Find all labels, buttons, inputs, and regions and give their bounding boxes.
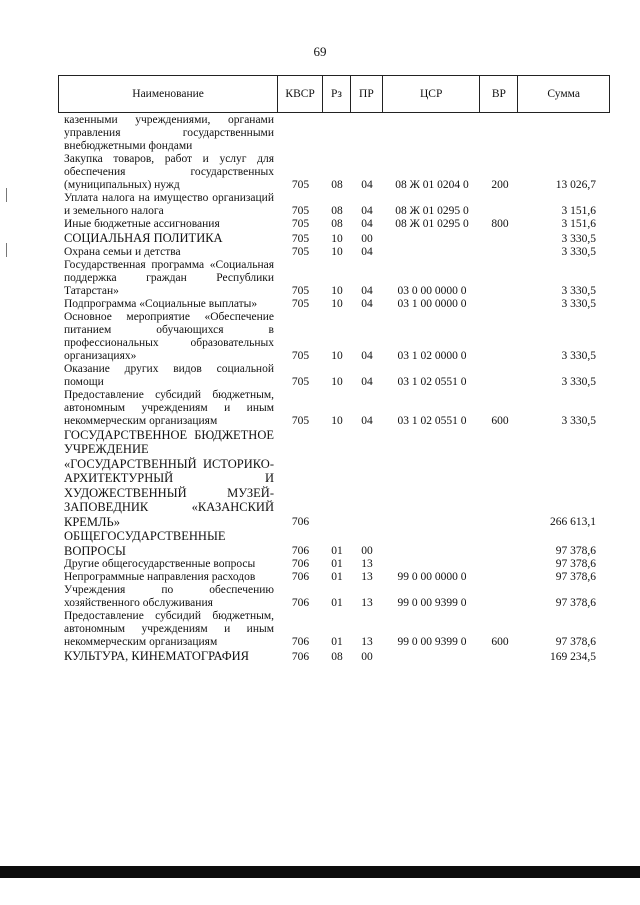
cell-name: Непрограммные направления расходов xyxy=(64,571,256,583)
cell-sum: 3 330,5 xyxy=(561,232,596,245)
header-csr: ЦСР xyxy=(383,76,481,112)
table-row xyxy=(58,363,610,389)
cell-kvsr: 706 xyxy=(291,650,310,663)
cell-sum: 3 330,5 xyxy=(561,349,596,362)
header-pr: ПР xyxy=(351,76,383,112)
cell-name: Уплата налога на имущество организаций и земельного налога xyxy=(64,192,274,217)
cell-rz: 10 xyxy=(331,297,343,310)
header-kvsr: КВСР xyxy=(278,76,323,112)
header-rz: Рз xyxy=(323,76,351,112)
table-row xyxy=(58,610,610,649)
cell-sum: 97 378,6 xyxy=(555,558,596,570)
table-row xyxy=(58,231,610,246)
cell-pr: 04 xyxy=(361,349,373,362)
cell-name: Подпрограмма «Социальные выплаты» xyxy=(64,297,258,310)
cell-name: КУЛЬТУРА, КИНЕМАТОГРАФИЯ xyxy=(64,649,249,663)
cell-csr: 08 Ж 01 0295 0 xyxy=(395,205,469,217)
cell-sum: 13 026,7 xyxy=(555,179,596,191)
cell-kvsr: 706 xyxy=(291,516,310,528)
table-row xyxy=(58,298,610,311)
cell-kvsr: 706 xyxy=(291,636,310,648)
cell-sum: 3 151,6 xyxy=(561,218,596,230)
cell-rz: 10 xyxy=(331,414,343,427)
cell-kvsr: 705 xyxy=(291,245,310,258)
cell-sum: 97 378,6 xyxy=(555,571,596,583)
cell-pr: 04 xyxy=(361,284,373,297)
cell-rz: 10 xyxy=(331,349,343,362)
cell-pr: 13 xyxy=(361,636,373,648)
table-row xyxy=(58,192,610,218)
cell-kvsr: 705 xyxy=(291,179,310,191)
cell-name: ГОСУДАРСТВЕННОЕ БЮДЖЕТНОЕ УЧРЕЖДЕНИЕ «ГОСУДАРСТВЕННЫЙ ИСТОРИКО-АРХИТЕКТУРНЫЙ И ХУДОЖЕСТВЕННЫЙ МУЗЕЙ-ЗАПОВЕДНИК «КАЗАНСКИЙ КРЕМЛЬ» xyxy=(64,427,274,529)
table-row xyxy=(58,311,610,363)
cell-pr: 13 xyxy=(361,571,373,583)
cell-rz: 08 xyxy=(331,179,343,191)
cell-rz: 08 xyxy=(331,205,343,217)
cell-csr: 03 0 00 0000 0 xyxy=(397,284,467,297)
cell-pr: 04 xyxy=(361,179,373,191)
cell-kvsr: 705 xyxy=(291,218,310,230)
cell-pr: 00 xyxy=(361,232,373,245)
cell-csr: 03 1 02 0000 0 xyxy=(397,349,467,362)
cell-rz: 10 xyxy=(331,232,343,245)
cell-csr: 99 0 00 9399 0 xyxy=(397,597,467,609)
cell-kvsr: 705 xyxy=(291,284,310,297)
cell-name: Предоставление субсидий бюджетным, автономным учреждениям и иным некоммерческим организациям xyxy=(64,388,274,427)
cell-kvsr: 705 xyxy=(291,232,310,245)
cell-kvsr: 705 xyxy=(291,297,310,310)
cell-rz: 01 xyxy=(331,636,343,648)
cell-sum: 3 330,5 xyxy=(561,375,596,388)
cell-kvsr: 706 xyxy=(291,558,310,570)
cell-name: ОБЩЕГОСУДАРСТВЕННЫЕ ВОПРОСЫ xyxy=(64,529,226,558)
table-row xyxy=(58,584,610,610)
cell-csr: 03 1 02 0551 0 xyxy=(397,375,467,388)
cell-sum: 97 378,6 xyxy=(555,597,596,609)
cell-kvsr: 705 xyxy=(291,414,310,427)
cell-name: Оказание других видов социальной помощи xyxy=(64,362,274,388)
cell-kvsr: 705 xyxy=(291,205,310,217)
cell-kvsr: 705 xyxy=(291,349,310,362)
cell-pr: 04 xyxy=(361,205,373,217)
cell-sum: 3 151,6 xyxy=(561,205,596,217)
cell-sum: 266 613,1 xyxy=(550,516,596,528)
cell-pr: 04 xyxy=(361,245,373,258)
cell-sum: 3 330,5 xyxy=(561,245,596,258)
cell-csr: 08 Ж 01 0295 0 xyxy=(395,218,469,230)
table-row xyxy=(58,259,610,298)
header-name: Наименование xyxy=(59,76,278,112)
cell-csr: 03 1 00 0000 0 xyxy=(397,297,467,310)
cell-csr: 03 1 02 0551 0 xyxy=(397,414,467,427)
cell-pr: 04 xyxy=(361,375,373,388)
page-number: 69 xyxy=(313,44,327,59)
cell-rz: 01 xyxy=(331,545,343,557)
cell-vr: 800 xyxy=(491,218,509,230)
cell-kvsr: 706 xyxy=(291,545,310,557)
table-body xyxy=(58,114,610,664)
header-sum: Сумма xyxy=(547,88,580,100)
table-row xyxy=(58,649,610,664)
cell-sum: 97 378,6 xyxy=(555,636,596,648)
cell-csr: 99 0 00 0000 0 xyxy=(397,571,467,583)
cell-name: Иные бюджетные ассигнования xyxy=(64,218,220,230)
cell-vr: 600 xyxy=(491,636,509,648)
cell-name: Основное мероприятие «Обеспечение питанием обучающихся в профессиональных образовательных организациях» xyxy=(64,310,274,362)
cell-pr: 04 xyxy=(361,218,373,230)
cell-rz: 10 xyxy=(331,284,343,297)
scan-mark xyxy=(6,243,7,257)
scan-bottom-bar xyxy=(0,866,640,878)
cell-name: казенными учреждениями, органами управления государственными внебюджетными фондами xyxy=(64,114,274,152)
cell-rz: 08 xyxy=(331,650,343,663)
cell-rz: 10 xyxy=(331,245,343,258)
cell-sum: 97 378,6 xyxy=(555,545,596,557)
cell-sum: 3 330,5 xyxy=(561,414,596,427)
cell-name: Предоставление субсидий бюджетным, автономным учреждениям и иным некоммерческим организациям xyxy=(64,610,274,648)
cell-name: Другие общегосударственные вопросы xyxy=(64,558,256,570)
cell-name: Охрана семьи и детства xyxy=(64,245,181,258)
table-row xyxy=(58,428,610,530)
table-row xyxy=(58,218,610,231)
table-row xyxy=(58,558,610,571)
table-row xyxy=(58,246,610,259)
table-row xyxy=(58,114,610,153)
cell-name: Государственная программа «Социальная поддержка граждан Республики Татарстан» xyxy=(64,258,274,297)
cell-vr: 200 xyxy=(491,179,509,191)
cell-csr: 08 Ж 01 0204 0 xyxy=(395,179,469,191)
table-row xyxy=(58,153,610,192)
cell-name: Закупка товаров, работ и услуг для обеспечения государственных (муниципальных) нужд xyxy=(64,153,274,191)
cell-pr: 04 xyxy=(361,414,373,427)
table-row xyxy=(58,389,610,428)
cell-sum: 169 234,5 xyxy=(550,650,596,663)
cell-kvsr: 706 xyxy=(291,597,310,609)
cell-pr: 13 xyxy=(361,597,373,609)
cell-csr: 99 0 00 9399 0 xyxy=(397,636,467,648)
cell-rz: 01 xyxy=(331,597,343,609)
cell-vr: 600 xyxy=(491,414,509,427)
cell-kvsr: 706 xyxy=(291,571,310,583)
cell-pr: 00 xyxy=(361,650,373,663)
cell-name: Учреждения по обеспечению хозяйственного обслуживания xyxy=(64,584,274,609)
table-row xyxy=(58,571,610,584)
cell-sum: 3 330,5 xyxy=(561,284,596,297)
header-vr: ВР xyxy=(480,76,518,112)
cell-pr: 00 xyxy=(361,545,373,557)
cell-pr: 04 xyxy=(361,297,373,310)
cell-kvsr: 705 xyxy=(291,375,310,388)
scan-mark xyxy=(6,188,7,202)
cell-name: СОЦИАЛЬНАЯ ПОЛИТИКА xyxy=(64,231,223,245)
table-header xyxy=(58,75,610,113)
cell-rz: 10 xyxy=(331,375,343,388)
table-row xyxy=(58,529,610,558)
cell-pr: 13 xyxy=(361,558,373,570)
cell-sum: 3 330,5 xyxy=(561,297,596,310)
cell-rz: 01 xyxy=(331,571,343,583)
cell-rz: 08 xyxy=(331,218,343,230)
cell-rz: 01 xyxy=(331,558,343,570)
